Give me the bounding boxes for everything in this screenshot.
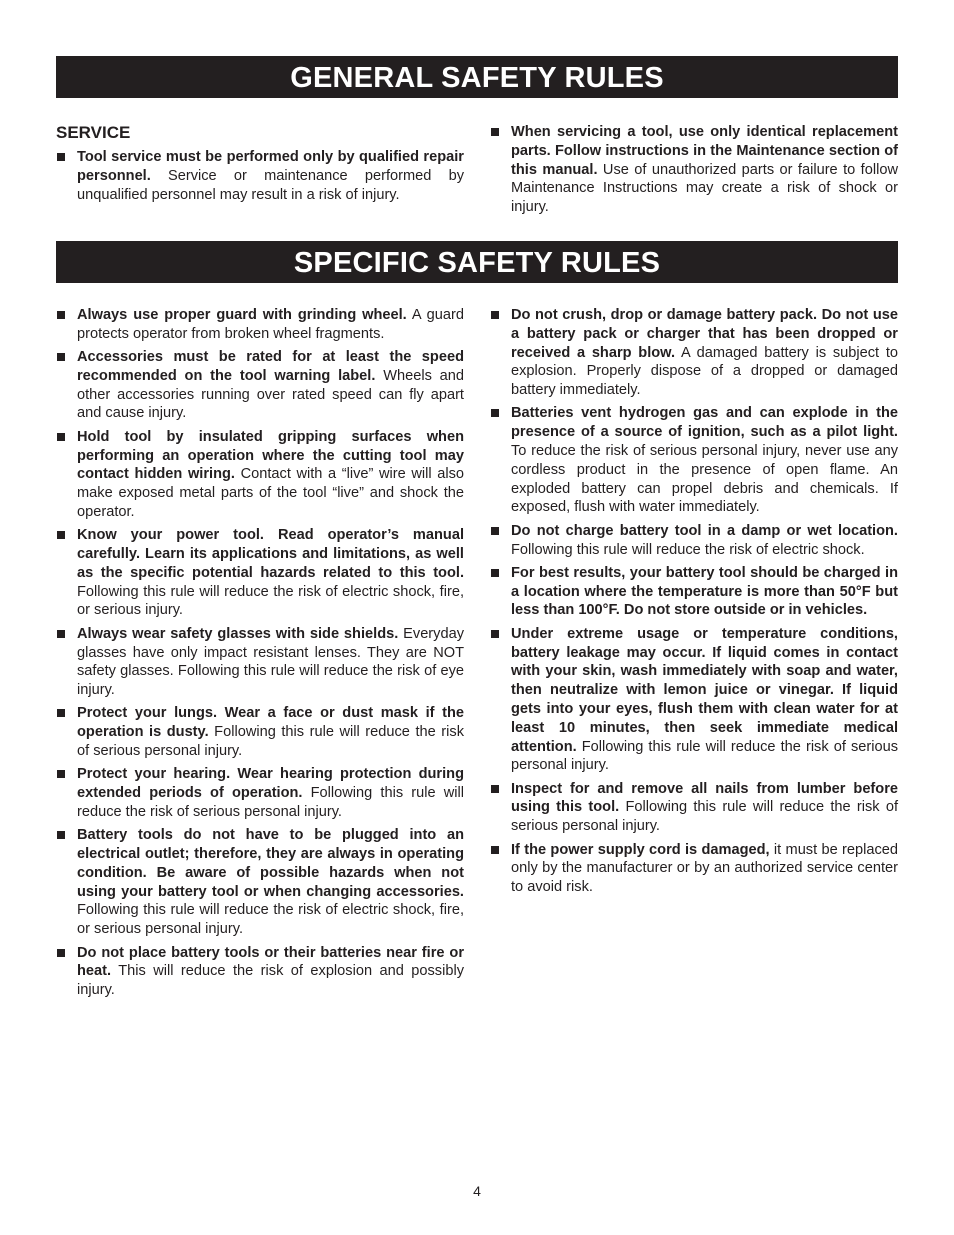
rule-body-text: Following this rule will reduce the risk of serious personal injury. [77, 785, 464, 820]
rule-bold-text: Know your power tool. Read operator’s manual carefully. Learn its applications and limitations, as well as the specific potential hazards related to this tool. [77, 527, 464, 581]
rule-bold-text: Do not charge battery tool in a damp or wet location. [511, 522, 898, 539]
rule-bold-text: Protect your lungs. Wear a face or dust mask if the operation is dusty. [77, 705, 464, 741]
rule-bold-text: Battery tools do not have to be plugged into an electrical outlet; therefore, they are always in operating condition. Be aware of possible hazards when not using your battery tool or when changing accessories. [77, 827, 464, 900]
rule-body-text: Use of unauthorized parts or failure to follow Maintenance Instructions may create a risk of shock or injury. [511, 161, 898, 216]
rule-item [56, 428, 464, 522]
rule-item [490, 780, 898, 836]
service-heading: SERVICE [56, 123, 131, 142]
square-bullet-icon [491, 311, 499, 319]
square-bullet-icon [57, 770, 65, 778]
square-bullet-icon [57, 433, 65, 441]
service-rules-list-left [56, 148, 464, 204]
rule-body-text: Following this rule will reduce the risk of serious personal injury. [511, 799, 898, 835]
rule-bold-text: Inspect for and remove all nails from lumber before using this tool. [511, 780, 898, 816]
rule-body-text: Following this rule will reduce the risk of serious personal injury. [77, 724, 464, 760]
rule-bold-text: Always use proper guard with grinding wheel. [77, 307, 407, 323]
rule-body-text: To reduce the risk of serious personal injury, never use any cordless product in the presence of open flame. An exploded battery can propel debris and chemicals. If exposed, flush with water immediately. [511, 443, 898, 516]
square-bullet-icon [57, 949, 65, 957]
square-bullet-icon [491, 846, 499, 854]
rule-item [56, 348, 464, 423]
rule-item [56, 148, 464, 204]
square-bullet-icon [57, 153, 65, 161]
rule-item [56, 765, 464, 821]
rule-bold-text: If the power supply cord is damaged, [511, 841, 770, 858]
rule-body-text: This will reduce the risk of explosion and possibly injury. [77, 963, 464, 999]
rule-bold-text: Do not place battery tools or their batteries near fire or heat. [77, 944, 464, 980]
service-left-column [56, 123, 464, 209]
rule-bold-text: Accessories must be rated for at least the speed recommended on the tool warning label. [77, 349, 464, 384]
general-safety-rules-banner: GENERAL SAFETY RULES [56, 56, 898, 98]
square-bullet-icon [57, 831, 65, 839]
square-bullet-icon [57, 709, 65, 717]
rule-item [56, 306, 464, 344]
square-bullet-icon [491, 409, 499, 417]
rule-item [490, 306, 898, 400]
rule-bold-text: Do not crush, drop or damage battery pack. Do not use a battery pack or charger that has been dropped or received a sharp blow. [511, 307, 898, 361]
rule-bold-text: Under extreme usage or temperature conditions, battery leakage may occur. If liquid comes in contact with your skin, wash immediately with soap and water, then neutralize with lemon juice or vinegar. If liquid gets into your eyes, flush them with clean water for at least 10 minutes, then seek immediate medical attention. [511, 625, 898, 755]
specific-rules-list-right [490, 306, 898, 897]
rule-bold-text: For best results, your battery tool should be charged in a location where the temperature is more than 50°F but less than 100°F. Do not store outside or in vehicles. [511, 564, 898, 619]
rule-body-text: Following this rule will reduce the risk of serious personal injury. [511, 738, 898, 774]
rule-item [56, 625, 464, 700]
specific-left-column [56, 306, 464, 1004]
rule-body-text: Contact with a “live” wire will also make exposed metal parts of the tool “live” and shock the operator. [77, 466, 464, 520]
square-bullet-icon [57, 311, 65, 319]
rule-bold-text: Tool service must be performed only by qualified repair personnel. [77, 149, 464, 184]
specific-right-column [490, 306, 898, 901]
rule-body-text: A guard protects operator from broken wheel fragments. [77, 307, 464, 342]
rule-bold-text: Hold tool by insulated gripping surfaces when performing an operation where the cutting tool may contact hidden wiring. [77, 428, 464, 483]
rule-body-text: it must be replaced only by the manufacturer or by an authorized service center to avoid risk. [511, 841, 898, 896]
rule-body-text: Following this rule will reduce the risk of electric shock, fire, or serious injury. [77, 583, 464, 619]
square-bullet-icon [491, 630, 499, 638]
rule-bold-text: Protect your hearing. Wear hearing protection during extended periods of operation. [77, 766, 464, 802]
rule-body-text: Wheels and other accessories running over rated speed can fly apart and cause injury. [77, 367, 465, 422]
rule-item [56, 826, 464, 939]
rule-item [490, 625, 898, 775]
rule-item [56, 704, 464, 760]
rule-body-text: Following this rule will reduce the risk of electric shock. [511, 541, 865, 558]
square-bullet-icon [491, 569, 499, 577]
square-bullet-icon [491, 785, 499, 793]
rule-item [490, 404, 898, 517]
rule-item [490, 522, 898, 560]
rule-item [56, 944, 464, 1000]
rule-item [56, 526, 464, 620]
page-number: 4 [473, 1183, 481, 1199]
rule-bold-text: Always wear safety glasses with side shields. [77, 625, 399, 642]
rule-body-text: A damaged battery is subject to explosion. Properly dispose of a dropped or damaged battery immediately. [511, 344, 899, 399]
rule-item [490, 841, 898, 897]
square-bullet-icon [491, 128, 499, 136]
rule-body-text: Following this rule will reduce the risk of electric shock, fire, or serious personal injury. [77, 902, 464, 938]
rule-body-text: Service or maintenance performed by unqualified personnel may result in a risk of injury. [77, 167, 464, 203]
square-bullet-icon [57, 630, 65, 638]
square-bullet-icon [57, 531, 65, 539]
service-right-column [490, 123, 898, 221]
square-bullet-icon [491, 527, 499, 535]
square-bullet-icon [57, 353, 65, 361]
specific-safety-rules-banner: SPECIFIC SAFETY RULES [56, 241, 898, 283]
rule-bold-text: When servicing a tool, use only identical replacement parts. Follow instructions in the Maintenance section of this manual. [511, 124, 898, 178]
rule-bold-text: Batteries vent hydrogen gas and can explode in the presence of a source of ignition, such as a pilot light. [511, 405, 898, 441]
rule-item [490, 123, 898, 217]
service-rules-list-right [490, 123, 898, 217]
rule-body-text: Everyday glasses have only impact resistant lenses. They are NOT safety glasses. Following this rule will reduce the risk of eye injury. [77, 625, 464, 699]
specific-rules-list-left [56, 306, 464, 1000]
rule-item [490, 564, 898, 620]
